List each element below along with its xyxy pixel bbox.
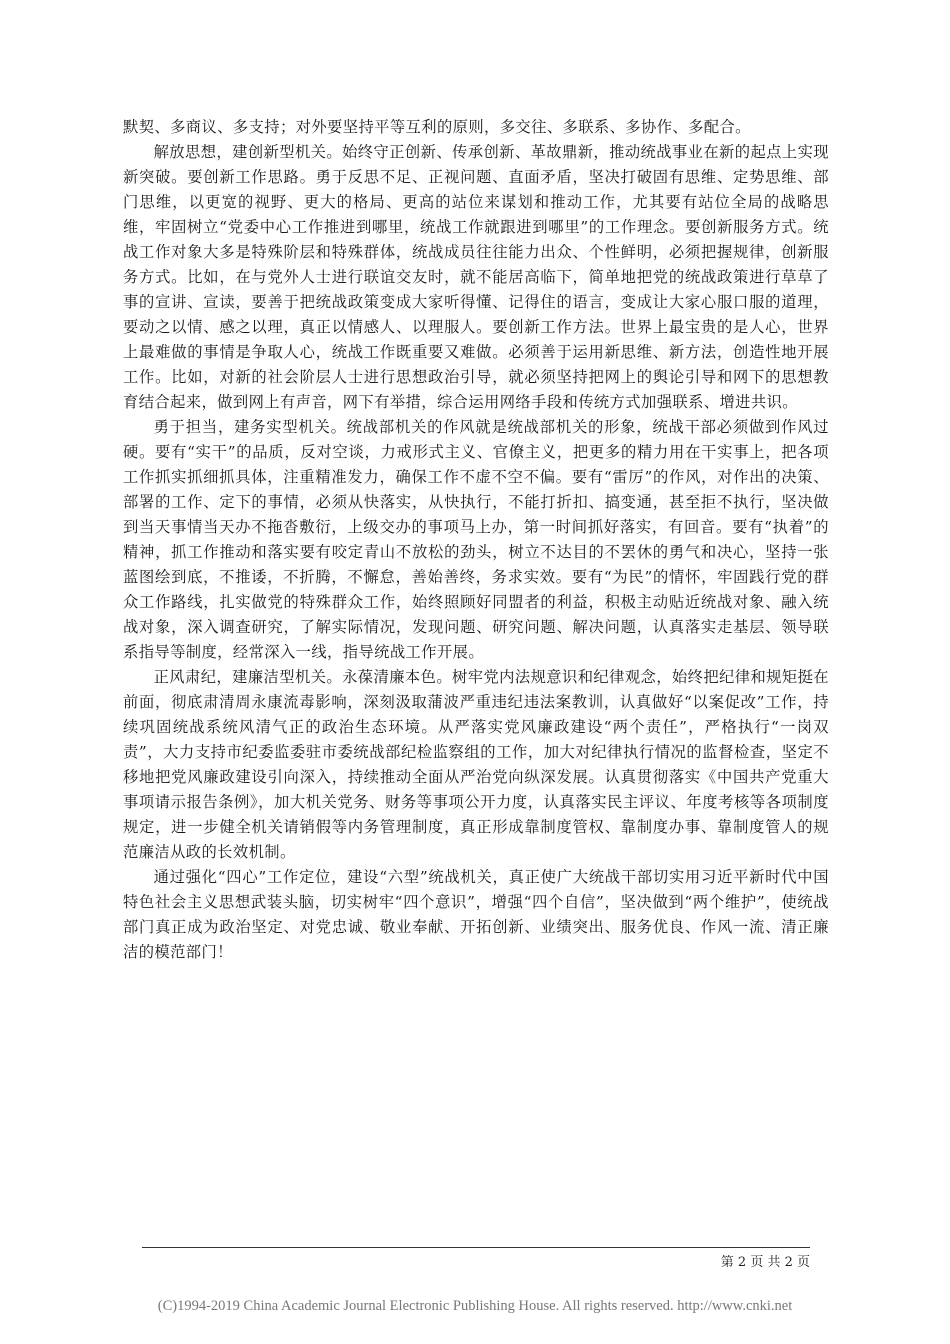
paragraph-1: 默契、多商议、多支持；对外要坚持平等互利的原则，多交往、多联系、多协作、多配合。 <box>123 118 751 136</box>
paragraph-3: 勇于担当，建务实型机关。统战部机关的作风就是统战部机关的形象，统战干部必须做到作风过硬。要有“实干”的品质，反对空谈，力戒形式主义、官僚主义，把更多的精力用在干实事上，把各项工作抓实抓细抓具体，注重精准发力，确保工作不虚不空不偏。要有“雷厉”的作风，对作出的决策、部署的工作、定下的事情，必须从快落实，从快执行，不能打折扣、搞变通，甚至拒不执行，坚决做到当天事情当天办不拖沓敷衍，上级交办的事项马上办，第一时间抓好落实，有回音。要有“执着”的精神，抓工作推动和落实要有咬定青山不放松的劲头，树立不达目的不罢休的勇气和决心，坚持一张蓝图绘到底，不推诿，不折腾，不懈怠，善始善终，务求实效。要有“为民”的情怀，牢固践行党的群众工作路线，扎实做党的特殊群众工作，始终照顾好同盟者的利益，积极主动贴近统战对象、融入统战对象，深入调查研究，了解实际情况，发现问题、研究问题、解决问题，认真落实走基层、领导联系指导等制度，经常深入一线，指导统战工作开展。 <box>123 418 829 661</box>
paragraph-5: 通过强化“四心”工作定位，建设“六型”统战机关，真正使广大统战干部切实用习近平新时代中国特色社会主义思想武装头脑，切实树牢“四个意识”，增强“四个自信”，坚决做到“两个维护”，使统战部门真正成为政治坚定、对党忠诚、敬业奉献、开拓创新、业绩突出、服务优良、作风一流、清正廉洁的模范部门！ <box>123 868 829 961</box>
paragraph-4: 正风肃纪，建廉洁型机关。永葆清廉本色。树牢党内法规意识和纪律观念，始终把纪律和规矩挺在前面，彻底肃清周永康流毒影响，深刻汲取蒲波严重违纪违法案教训，认真做好“以案促改”工作，持续巩固统战系统风清气正的政治生态环境。从严落实党风廉政建设“两个责任”，严格执行“一岗双责”，大力支持市纪委监委驻市委统战部纪检监察组的工作，加大对纪律执行情况的监督检查，坚定不移地把党风廉政建设引向深入，持续推动全面从严治党向纵深发展。认真贯彻落实《中国共产党重大事项请示报告条例》，加大机关党务、财务等事项公开力度，认真落实民主评议、年度考核等各项制度规定，进一步健全机关请销假等内务管理制度，真正形成靠制度管权、靠制度办事、靠制度管人的规范廉洁从政的长效机制。 <box>123 668 829 861</box>
article-body <box>123 115 829 965</box>
page-number: 第 2 页 共 2 页 <box>720 1255 810 1270</box>
copyright-notice: (C)1994-2019 China Academic Journal Electronic Publishing House. All rights reserved. http://www.cnki.net <box>157 1298 793 1314</box>
paragraph-2: 解放思想，建创新型机关。始终守正创新、传承创新、革故鼎新，推动统战事业在新的起点上实现新突破。要创新工作思路。勇于反思不足、正视问题、直面矛盾，坚决打破固有思维、定势思维、部门思维，以更宽的视野、更大的格局、更高的站位来谋划和推动工作，尤其要有站位全局的战略思维，牢固树立“党委中心工作推进到哪里，统战工作就跟进到哪里”的工作理念。要创新服务方式。统战工作对象大多是特殊阶层和特殊群体，统战成员往往能力出众、个性鲜明，必须把握规律，创新服务方式。比如，在与党外人士进行联谊交友时，就不能居高临下，简单地把党的统战政策进行草草了事的宣讲、宣读，要善于把统战政策变成大家听得懂、记得住的语言，变成让大家心服口服的道理，要动之以情、感之以理，真正以情感人、以理服人。要创新工作方法。世界上最宝贵的是人心，世界上最难做的事情是争取人心，统战工作既重要又难做。必须善于运用新思维、新方法，创造性地开展工作。比如，对新的社会阶层人士进行思想政治引导，就必须坚持把网上的舆论引导和网下的思想教育结合起来，做到网上有声音，网下有举措，综合运用网络手段和传统方式加强联系、增进共识。 <box>123 143 829 411</box>
footer-divider <box>142 1247 810 1248</box>
